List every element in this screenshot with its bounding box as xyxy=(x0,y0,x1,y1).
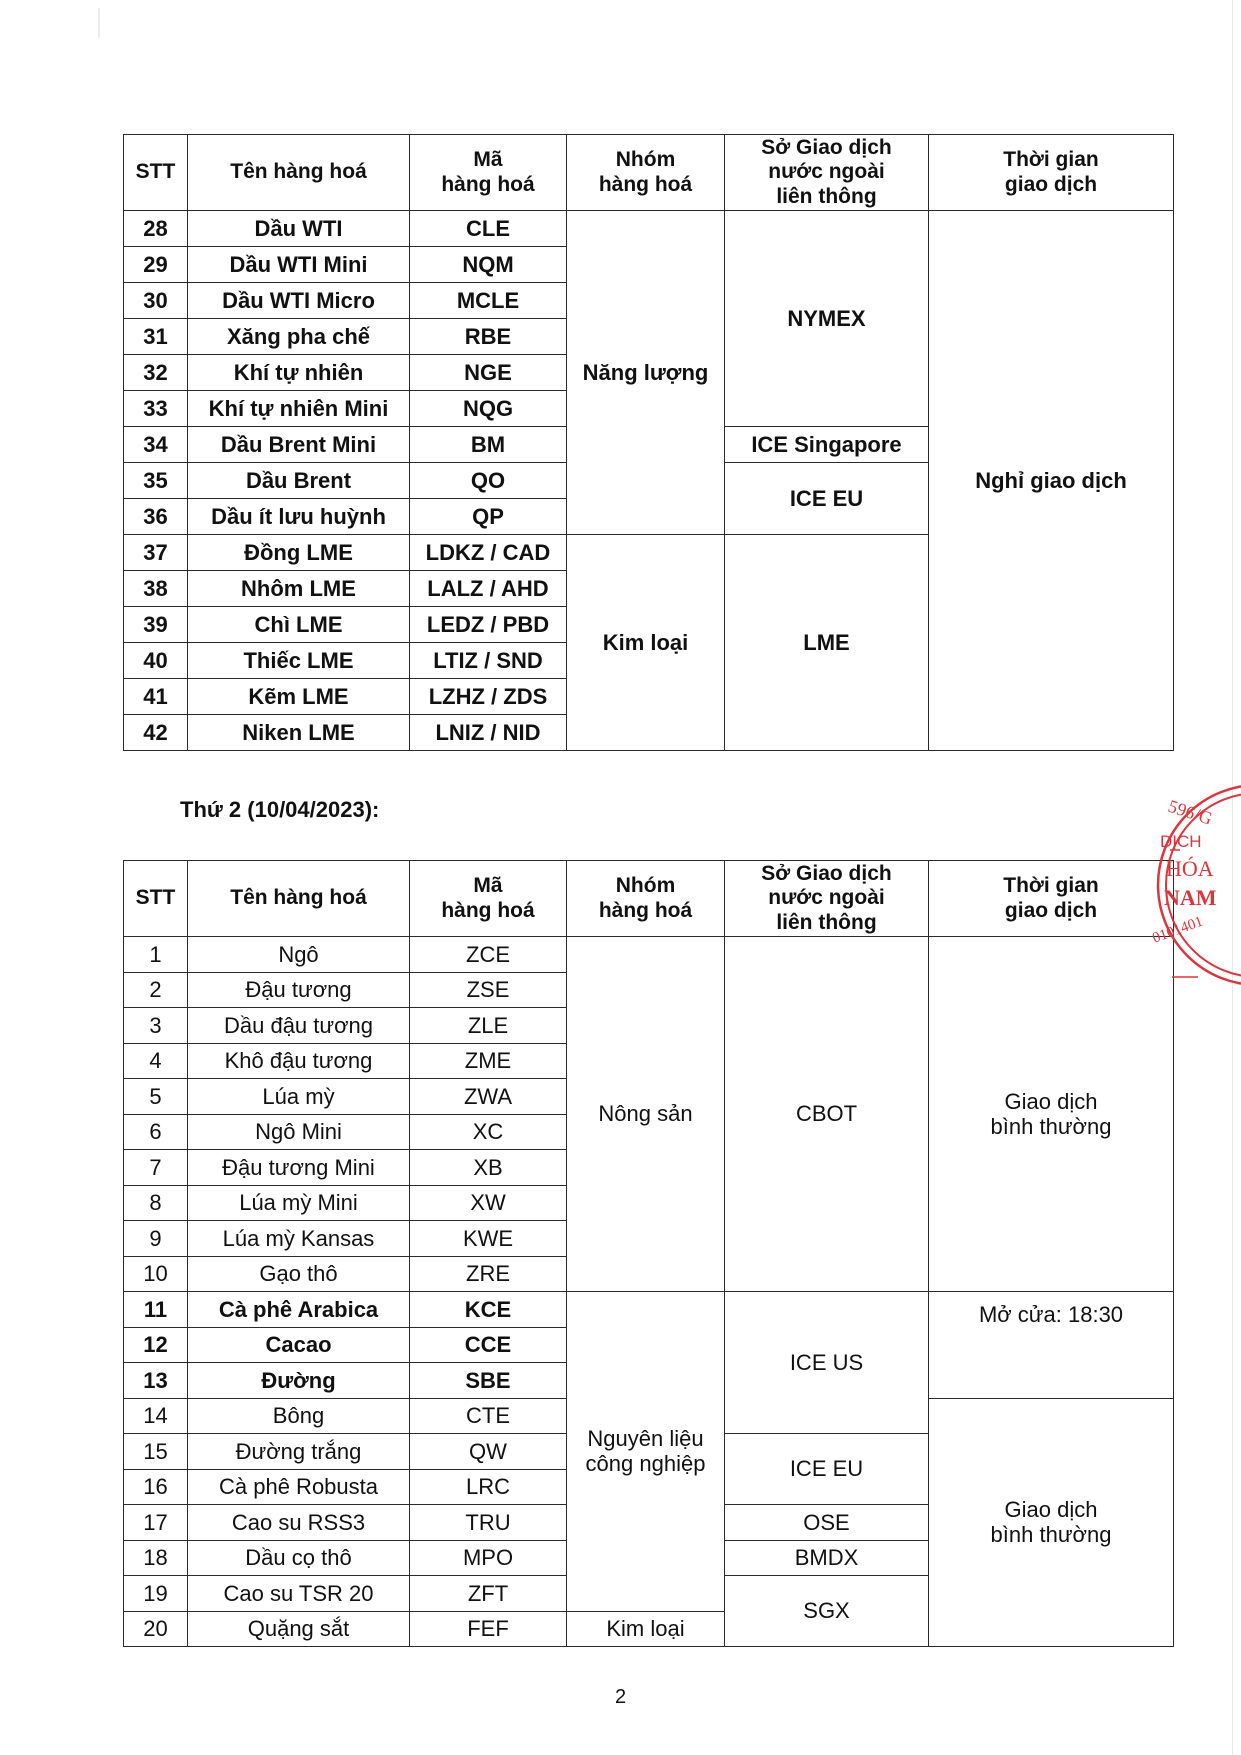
cell-name: Đường trắng xyxy=(188,1434,410,1470)
cell-time-open: Mở cửa: 18:30 xyxy=(929,1292,1174,1399)
cell-group-industrial: Nguyên liệu công nghiệp xyxy=(567,1292,725,1612)
cell-name: Dầu Brent xyxy=(188,463,410,499)
cell-code: MCLE xyxy=(410,283,567,319)
cell-stt: 2 xyxy=(124,972,188,1008)
cell-code: QW xyxy=(410,1434,567,1470)
header-exchange: Sở Giao dịch nước ngoài liên thông xyxy=(725,135,929,211)
header-stt: STT xyxy=(124,135,188,211)
cell-stt: 39 xyxy=(124,607,188,643)
cell-exchange-cbot: CBOT xyxy=(725,937,929,1292)
cell-exchange-lme: LME xyxy=(725,535,929,751)
cell-name: Đồng LME xyxy=(188,535,410,571)
cell-name: Bông xyxy=(188,1398,410,1434)
cell-code: RBE xyxy=(410,319,567,355)
cell-name: Dầu ít lưu huỳnh xyxy=(188,499,410,535)
cell-code: ZME xyxy=(410,1043,567,1079)
cell-name: Lúa mỳ xyxy=(188,1079,410,1115)
cell-stt: 30 xyxy=(124,283,188,319)
cell-name: Lúa mỳ Mini xyxy=(188,1185,410,1221)
cell-stt: 35 xyxy=(124,463,188,499)
trading-table-monday xyxy=(123,860,1174,1647)
cell-stt: 34 xyxy=(124,427,188,463)
cell-time-normal: Giao dịch bình thường xyxy=(929,937,1174,1292)
cell-stt: 20 xyxy=(124,1611,188,1647)
cell-name: Cà phê Robusta xyxy=(188,1469,410,1505)
cell-name: Dầu đậu tương xyxy=(188,1008,410,1044)
stamp-line3: NAM xyxy=(1164,885,1217,910)
cell-name: Lúa mỳ Kansas xyxy=(188,1221,410,1257)
cell-name: Dầu WTI Mini xyxy=(188,247,410,283)
cell-stt: 18 xyxy=(124,1540,188,1576)
header-time: Thời gian giao dịch xyxy=(929,861,1174,937)
cell-group-metal: Kim loại xyxy=(567,1611,725,1647)
cell-code: FEF xyxy=(410,1611,567,1647)
cell-group-energy: Năng lượng xyxy=(567,211,725,535)
header-code: Mã hàng hoá xyxy=(410,861,567,937)
cell-code: ZWA xyxy=(410,1079,567,1115)
cell-stt: 37 xyxy=(124,535,188,571)
header-code: Mã hàng hoá xyxy=(410,135,567,211)
cell-name: Đậu tương xyxy=(188,972,410,1008)
cell-code: ZRE xyxy=(410,1256,567,1292)
cell-code: BM xyxy=(410,427,567,463)
cell-stt: 40 xyxy=(124,643,188,679)
cell-name: Dầu WTI Micro xyxy=(188,283,410,319)
cell-stt: 31 xyxy=(124,319,188,355)
cell-name: Nhôm LME xyxy=(188,571,410,607)
cell-exchange-ice-eu: ICE EU xyxy=(725,1434,929,1505)
cell-exchange-ice-eu: ICE EU xyxy=(725,463,929,535)
cell-name: Cao su RSS3 xyxy=(188,1505,410,1541)
cell-stt: 17 xyxy=(124,1505,188,1541)
cell-name: Dầu cọ thô xyxy=(188,1540,410,1576)
section-date-label: Thứ 2 (10/04/2023): xyxy=(180,797,380,822)
header-name: Tên hàng hoá xyxy=(188,135,410,211)
cell-stt: 41 xyxy=(124,679,188,715)
stamp-line1: DỊCH xyxy=(1160,832,1202,851)
cell-name: Khí tự nhiên xyxy=(188,355,410,391)
cell-stt: 42 xyxy=(124,715,188,751)
cell-stt: 29 xyxy=(124,247,188,283)
cell-stt: 8 xyxy=(124,1185,188,1221)
table-header-row xyxy=(124,135,1174,211)
cell-code: QP xyxy=(410,499,567,535)
cell-stt: 16 xyxy=(124,1469,188,1505)
table-row xyxy=(124,1292,1174,1328)
cell-code: NQG xyxy=(410,391,567,427)
cell-name: Đậu tương Mini xyxy=(188,1150,410,1186)
cell-code: LNIZ / NID xyxy=(410,715,567,751)
cell-stt: 33 xyxy=(124,391,188,427)
cell-stt: 36 xyxy=(124,499,188,535)
cell-code: NQM xyxy=(410,247,567,283)
cell-stt: 4 xyxy=(124,1043,188,1079)
cell-stt: 13 xyxy=(124,1363,188,1399)
cell-time-normal-2: Giao dịch bình thường xyxy=(929,1398,1174,1647)
cell-code: CTE xyxy=(410,1398,567,1434)
cell-name: Cacao xyxy=(188,1327,410,1363)
page-number: 2 xyxy=(614,1686,627,1708)
cell-stt: 38 xyxy=(124,571,188,607)
cell-code: LZHZ / ZDS xyxy=(410,679,567,715)
cell-name: Khí tự nhiên Mini xyxy=(188,391,410,427)
cell-name: Quặng sắt xyxy=(188,1611,410,1647)
stamp-code: 0101401 xyxy=(1150,913,1206,947)
table-row xyxy=(124,211,1174,247)
cell-code: QO xyxy=(410,463,567,499)
cell-exchange-bmdx: BMDX xyxy=(725,1540,929,1576)
cell-code: ZLE xyxy=(410,1008,567,1044)
cell-code: LTIZ / SND xyxy=(410,643,567,679)
cell-name: Dầu WTI xyxy=(188,211,410,247)
cell-code: ZCE xyxy=(410,937,567,973)
cell-name: Dầu Brent Mini xyxy=(188,427,410,463)
header-group: Nhóm hàng hoá xyxy=(567,861,725,937)
cell-stt: 9 xyxy=(124,1221,188,1257)
company-stamp xyxy=(1150,765,1241,985)
cell-stt: 10 xyxy=(124,1256,188,1292)
cell-code: XC xyxy=(410,1114,567,1150)
header-exchange: Sở Giao dịch nước ngoài liên thông xyxy=(725,861,929,937)
table-row xyxy=(124,937,1174,973)
cell-name: Niken LME xyxy=(188,715,410,751)
cell-code: SBE xyxy=(410,1363,567,1399)
cell-exchange-nymex: NYMEX xyxy=(725,211,929,427)
header-time: Thời gian giao dịch xyxy=(929,135,1174,211)
cell-code: XW xyxy=(410,1185,567,1221)
header-stt: STT xyxy=(124,861,188,937)
cell-exchange-sgx: SGX xyxy=(725,1576,929,1647)
cell-name: Gạo thô xyxy=(188,1256,410,1292)
stamp-number: 596/G xyxy=(1165,795,1215,829)
cell-stt: 14 xyxy=(124,1398,188,1434)
stamp-line2: HÓA xyxy=(1166,856,1214,881)
cell-name: Cà phê Arabica xyxy=(188,1292,410,1328)
cell-code: XB xyxy=(410,1150,567,1186)
cell-stt: 3 xyxy=(124,1008,188,1044)
cell-name: Xăng pha chế xyxy=(188,319,410,355)
header-group: Nhóm hàng hoá xyxy=(567,135,725,211)
cell-code: KCE xyxy=(410,1292,567,1328)
cell-name: Chì LME xyxy=(188,607,410,643)
cell-name: Ngô xyxy=(188,937,410,973)
cell-code: KWE xyxy=(410,1221,567,1257)
cell-code: CLE xyxy=(410,211,567,247)
cell-stt: 12 xyxy=(124,1327,188,1363)
cell-exchange-ice-singapore: ICE Singapore xyxy=(725,427,929,463)
cell-code: NGE xyxy=(410,355,567,391)
scan-artifact xyxy=(98,8,100,38)
cell-name: Khô đậu tương xyxy=(188,1043,410,1079)
cell-stt: 6 xyxy=(124,1114,188,1150)
cell-group-agri: Nông sản xyxy=(567,937,725,1292)
cell-name: Ngô Mini xyxy=(188,1114,410,1150)
cell-code: LRC xyxy=(410,1469,567,1505)
table-header-row xyxy=(124,861,1174,937)
cell-code: LEDZ / PBD xyxy=(410,607,567,643)
cell-code: ZFT xyxy=(410,1576,567,1612)
cell-stt: 5 xyxy=(124,1079,188,1115)
cell-code: ZSE xyxy=(410,972,567,1008)
cell-stt: 11 xyxy=(124,1292,188,1328)
cell-stt: 1 xyxy=(124,937,188,973)
cell-exchange-ose: OSE xyxy=(725,1505,929,1541)
cell-name: Cao su TSR 20 xyxy=(188,1576,410,1612)
cell-stt: 7 xyxy=(124,1150,188,1186)
trading-table-suspended xyxy=(123,134,1174,751)
cell-code: TRU xyxy=(410,1505,567,1541)
cell-code: LALZ / AHD xyxy=(410,571,567,607)
cell-group-metal: Kim loại xyxy=(567,535,725,751)
cell-exchange-ice-us: ICE US xyxy=(725,1292,929,1434)
cell-time-suspended: Nghỉ giao dịch xyxy=(929,211,1174,751)
cell-stt: 28 xyxy=(124,211,188,247)
cell-name: Thiếc LME xyxy=(188,643,410,679)
cell-stt: 19 xyxy=(124,1576,188,1612)
cell-code: MPO xyxy=(410,1540,567,1576)
cell-code: LDKZ / CAD xyxy=(410,535,567,571)
cell-stt: 15 xyxy=(124,1434,188,1470)
cell-name: Kẽm LME xyxy=(188,679,410,715)
cell-code: CCE xyxy=(410,1327,567,1363)
cell-stt: 32 xyxy=(124,355,188,391)
cell-name: Đường xyxy=(188,1363,410,1399)
header-name: Tên hàng hoá xyxy=(188,861,410,937)
